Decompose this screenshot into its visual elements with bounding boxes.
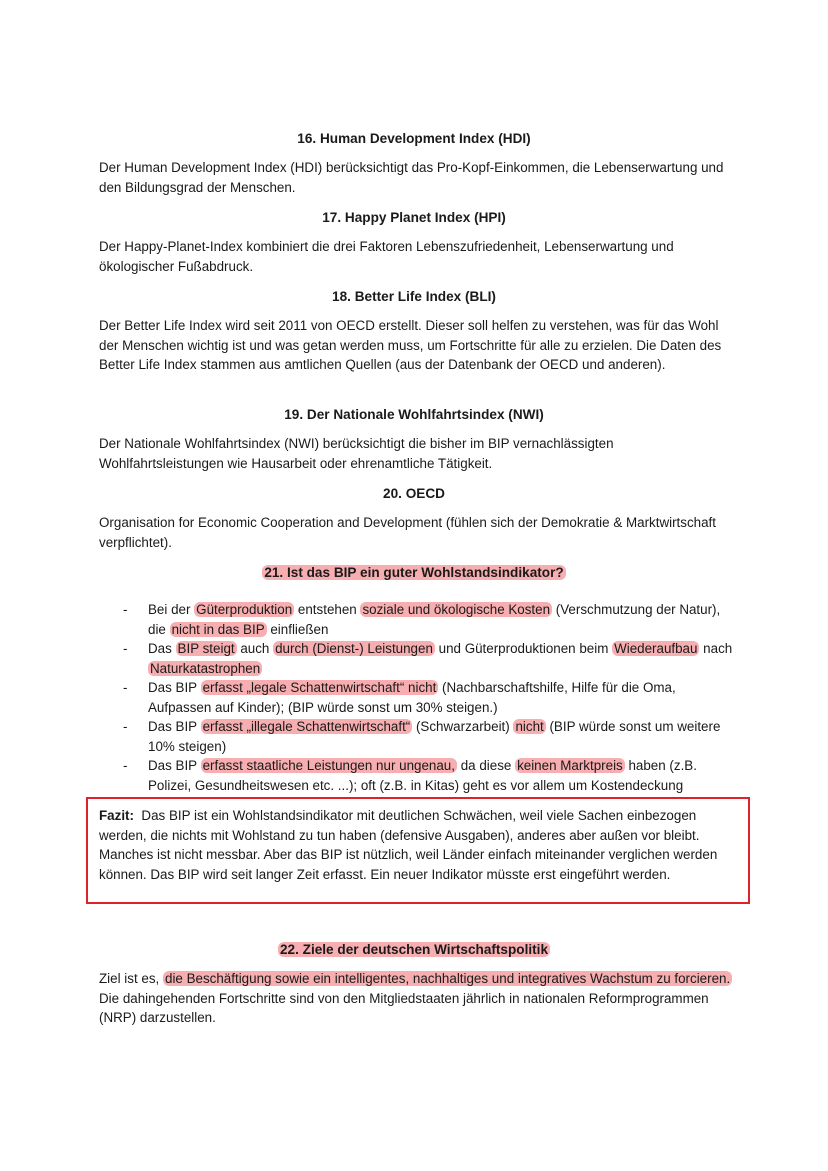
list-item [99, 678, 739, 717]
highlight: soziale und ökologische Kosten [362, 602, 551, 617]
text-run: da diese [456, 758, 516, 773]
list-item [99, 756, 739, 795]
highlight: nicht in das BIP [171, 621, 265, 637]
paragraph-hpi: Der Happy-Planet-Index kombiniert die drei Faktoren Lebenszufriedenheit, Lebenserwartung und ökologischer Fußabdruck. [99, 239, 674, 274]
highlight: erfasst staatliche Leistungen nur ungenau, [202, 758, 455, 773]
text-run: (Nachbarschaftshilfe, Hilfe für die Oma, Aufpassen auf Kinder); (BIP würde sonst um 30% steigen.) [148, 680, 676, 715]
fazit-label: Fazit: [99, 808, 134, 823]
list-item [99, 639, 739, 678]
heading-hdi: 16. Human Development Index (HDI) [297, 131, 531, 146]
text-run: (BIP würde sonst um weitere 10% steigen) [148, 719, 721, 754]
paragraph-hdi: Der Human Development Index (HDI) berücksichtigt das Pro-Kopf-Einkommen, die Lebenserwartung und den Bildungsgrad der Menschen. [99, 160, 724, 195]
heading-wirtschaftspolitik [0, 940, 828, 960]
text-run: haben (z.B. Polizei, Gesundheitswesen etc. ...); oft (z.B. in Kitas) geht es vor allem um Kostendeckung [148, 758, 697, 793]
text-run: (Verschmutzung der Natur), die [148, 602, 721, 637]
highlight: durch (Dienst-) Leistungen [275, 641, 433, 656]
fazit-text: Das BIP ist ein Wohlstandsindikator mit deutlichen Schwächen, weil viele Sachen einbezogen werden, die nichts mit Wohlstand zu tun haben (defensive Ausgaben), anderes aber außen vor bleibt. Manches ist nicht messbar. Aber das BIP ist nützlich, weil Länder einfach miteinander verglichen werden können. Das BIP wird seit langer Zeit erfasst. Ein neuer Indikator müsste erst eingeführt werden. [99, 808, 718, 882]
highlight: erfasst „legale Schattenwirtschaft“ nicht [202, 680, 437, 695]
highlight: nicht [515, 719, 544, 734]
highlight: Güterproduktion [196, 602, 293, 617]
text-run: entstehen [294, 602, 361, 617]
paragraph-wirtschaftspolitik [99, 969, 739, 1028]
highlight: keinen Marktpreis [517, 758, 623, 773]
highlight: die Beschäftigung sowie ein intelligentes, nachhaltiges und integratives Wachstum zu forcieren. [165, 971, 731, 986]
paragraph-bli: Der Better Life Index wird seit 2011 von OECD erstellt. Dieser soll helfen zu verstehen, was für das Wohl der Menschen wichtig ist und was getan werden muss, um Fortschritte für alle zu erzielen. Die Daten des Better Life Index stammen aus amtlichen Quellen (aus der Datenbank der OECD und anderen). [99, 318, 722, 372]
heading-hpi: 17. Happy Planet Index (HPI) [322, 210, 506, 225]
text-run: einfließen [266, 621, 329, 637]
dash-bullet: - [123, 602, 128, 617]
fazit-box [86, 797, 750, 904]
dash-bullet: - [123, 719, 128, 734]
text-run: nach [699, 641, 733, 656]
text-run: Das BIP [148, 758, 201, 773]
list-item [99, 717, 739, 756]
text-run: und Güterproduktionen beim [434, 641, 613, 656]
text-run: Das BIP [148, 680, 201, 695]
paragraph-nwi: Der Nationale Wohlfahrtsindex (NWI) berücksichtigt die bisher im BIP vernachlässigten Wohlfahrtsleistungen wie Hausarbeit oder ehrenamtliche Tätigkeit. [99, 436, 614, 471]
highlight: Wiederaufbau [614, 641, 698, 656]
text-run: Ziel ist es, [99, 971, 163, 986]
heading-nwi: 19. Der Nationale Wohlfahrtsindex (NWI) [284, 407, 544, 422]
dash-bullet: - [123, 680, 128, 695]
heading-oecd: 20. OECD [383, 486, 445, 501]
highlight: BIP steigt [177, 641, 235, 656]
heading-bli: 18. Better Life Index (BLI) [332, 289, 496, 304]
paragraph-oecd: Organisation for Economic Cooperation and Development (fühlen sich der Demokratie & Marktwirtschaft verpflichtet). [99, 515, 716, 550]
highlight: Naturkatastrophen [150, 660, 261, 676]
dash-bullet: - [123, 758, 128, 773]
text-run: Die dahingehenden Fortschritte sind von den Mitgliedstaaten jährlich in nationalen Reformprogrammen (NRP) darzustellen. [99, 990, 709, 1025]
heading-22-highlight: 22. Ziele der deutschen Wirtschaftspolitik [279, 942, 549, 957]
highlight: erfasst „illegale Schattenwirtschaft“ [202, 719, 411, 734]
text-run: Das [148, 641, 176, 656]
text-run: Bei der [148, 602, 195, 617]
list-item [99, 600, 739, 639]
text-run: auch [236, 641, 274, 656]
text-run: (Schwarzarbeit) [412, 719, 514, 734]
text-run: Das BIP [148, 719, 201, 734]
heading-bip-wohlstandsindikator [0, 563, 828, 583]
bip-criticism-list [99, 600, 739, 795]
dash-bullet: - [123, 641, 128, 656]
heading-21-highlight: 21. Ist das BIP ein guter Wohlstandsindikator? [264, 565, 564, 580]
